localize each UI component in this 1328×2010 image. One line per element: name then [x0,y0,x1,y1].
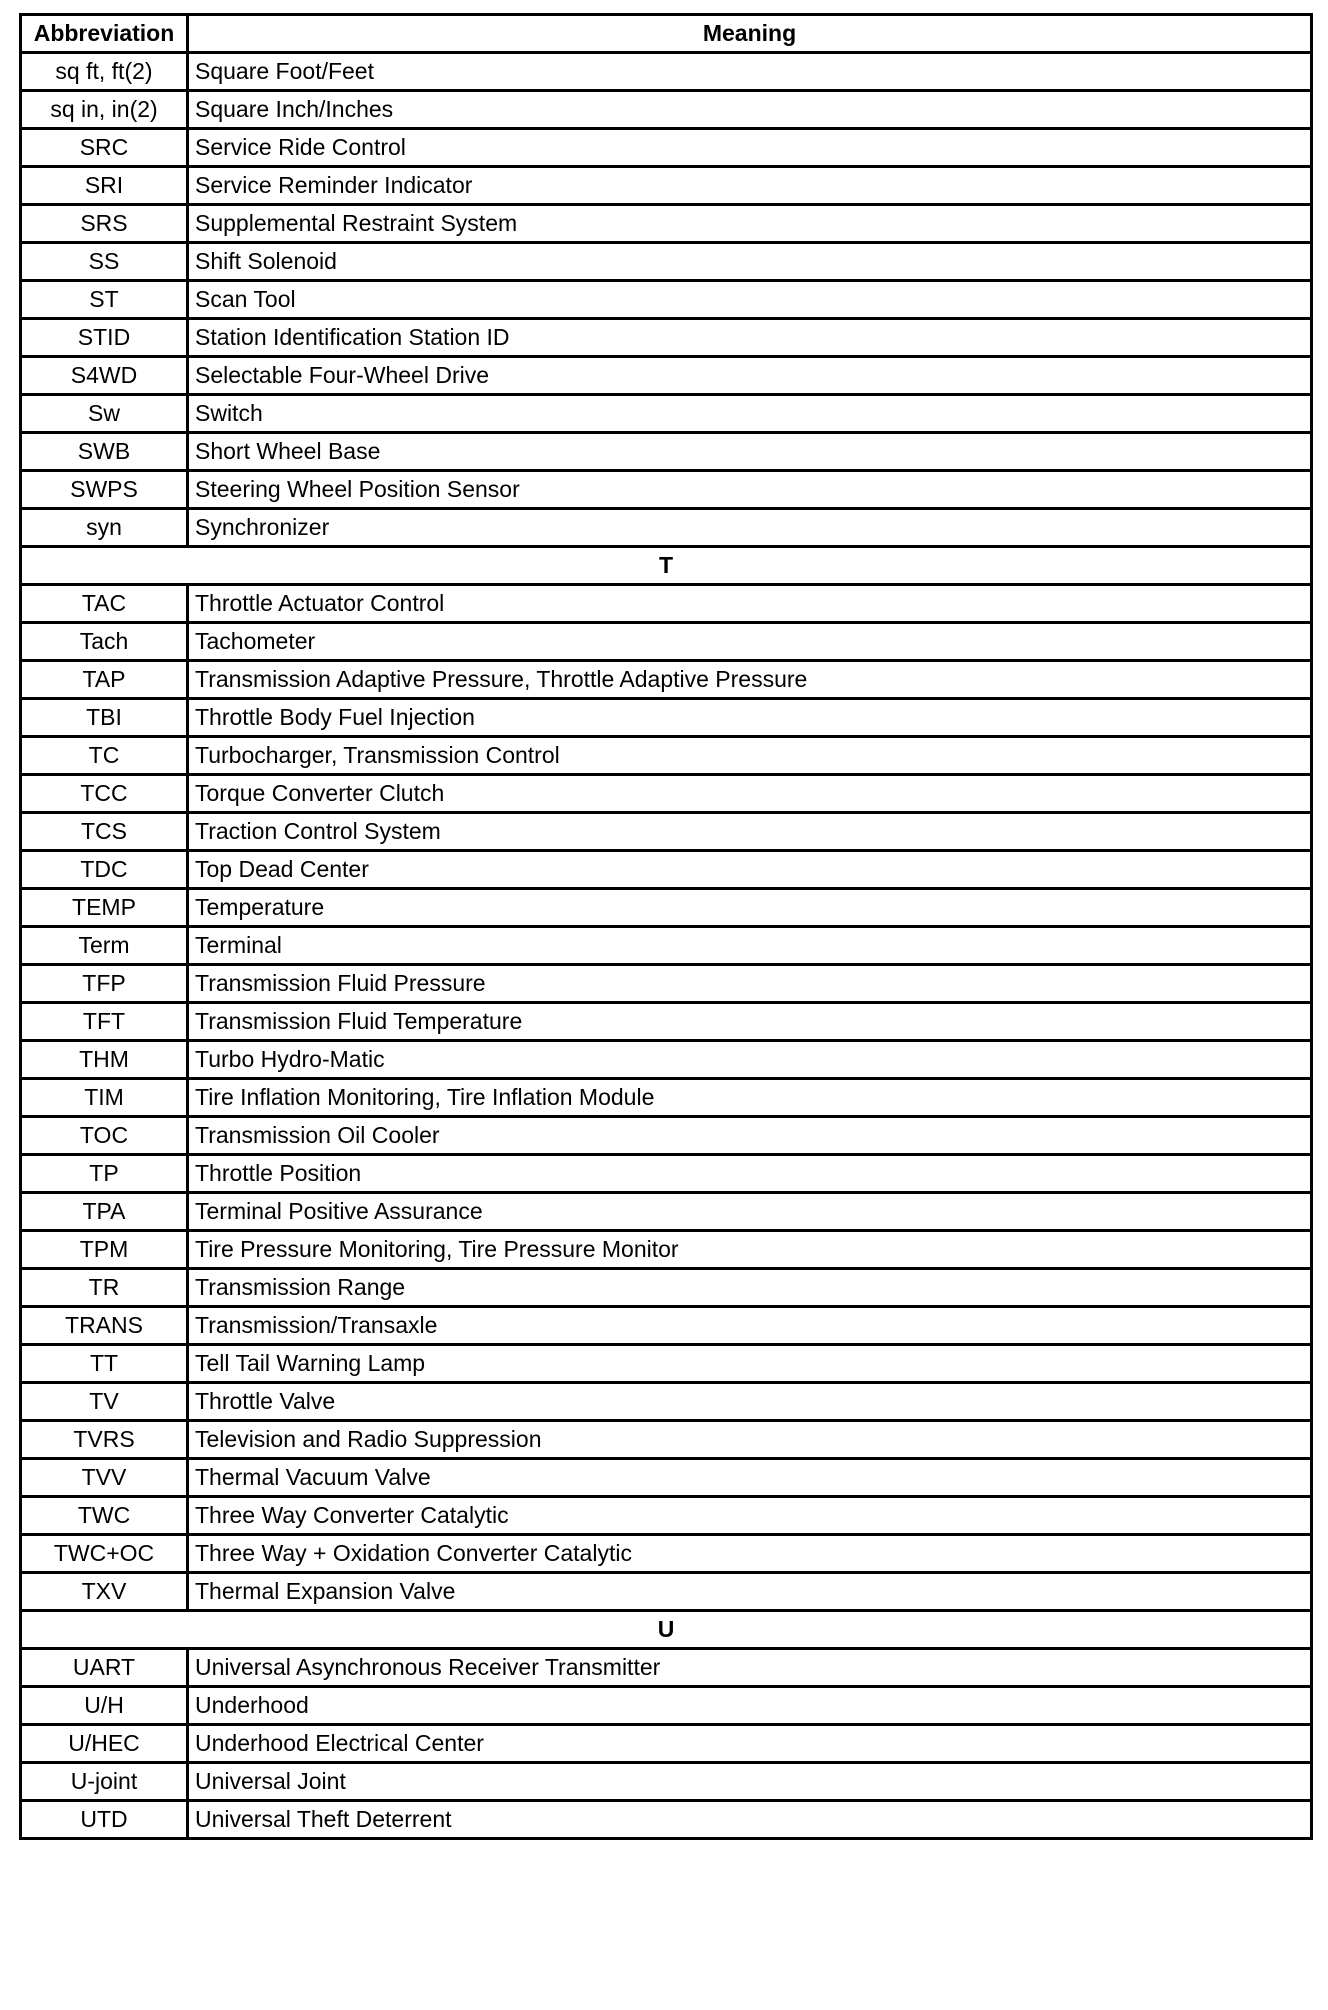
abbreviation-cell: Sw [21,395,188,433]
meaning-cell: Service Reminder Indicator [188,167,1312,205]
table-row [21,927,1312,965]
table-row [21,1573,1312,1611]
meaning-cell: Universal Asynchronous Receiver Transmitter [188,1649,1312,1687]
table-row [21,1725,1312,1763]
meaning-cell: Torque Converter Clutch [188,775,1312,813]
abbreviation-cell: TWC [21,1497,188,1535]
abbreviation-cell: TVRS [21,1421,188,1459]
abbreviation-cell: TC [21,737,188,775]
abbreviation-cell: TAC [21,585,188,623]
abbreviation-cell: sq ft, ft(2) [21,53,188,91]
table-row [21,53,1312,91]
abbreviation-cell: Tach [21,623,188,661]
meaning-cell: Underhood Electrical Center [188,1725,1312,1763]
meaning-cell: Short Wheel Base [188,433,1312,471]
meaning-cell: Throttle Actuator Control [188,585,1312,623]
section-letter: U [21,1611,1312,1649]
abbreviation-cell: TFP [21,965,188,1003]
table-body [21,53,1312,1839]
table-row [21,889,1312,927]
abbreviation-cell: TEMP [21,889,188,927]
abbreviation-cell: TR [21,1269,188,1307]
table-row [21,1155,1312,1193]
table-row [21,1763,1312,1801]
abbreviation-cell: STID [21,319,188,357]
abbreviation-cell: Term [21,927,188,965]
table-row [21,357,1312,395]
meaning-cell: Tire Inflation Monitoring, Tire Inflation Module [188,1079,1312,1117]
table-row [21,1269,1312,1307]
abbreviation-cell: TAP [21,661,188,699]
meaning-cell: Throttle Body Fuel Injection [188,699,1312,737]
abbreviation-cell: U/H [21,1687,188,1725]
table-row [21,1003,1312,1041]
table-row [21,1421,1312,1459]
table-header [21,15,1312,53]
table-row [21,1041,1312,1079]
abbreviation-cell: TRANS [21,1307,188,1345]
table-row [21,1649,1312,1687]
table-row [21,395,1312,433]
meaning-cell: Transmission Oil Cooler [188,1117,1312,1155]
meaning-cell: Thermal Vacuum Valve [188,1459,1312,1497]
abbreviation-cell: TPA [21,1193,188,1231]
abbreviation-cell: TCS [21,813,188,851]
meaning-cell: Transmission Fluid Pressure [188,965,1312,1003]
abbreviation-cell: U/HEC [21,1725,188,1763]
table-row [21,1497,1312,1535]
abbreviation-cell: SRC [21,129,188,167]
table-row [21,167,1312,205]
abbreviation-cell: U-joint [21,1763,188,1801]
table-row [21,1345,1312,1383]
table-row [21,1079,1312,1117]
abbreviation-cell: TCC [21,775,188,813]
table-row [21,585,1312,623]
section-letter: T [21,547,1312,585]
meaning-cell: Station Identification Station ID [188,319,1312,357]
abbreviation-cell: TWC+OC [21,1535,188,1573]
meaning-cell: Transmission/Transaxle [188,1307,1312,1345]
meaning-cell: Steering Wheel Position Sensor [188,471,1312,509]
table-row [21,1117,1312,1155]
meaning-cell: Throttle Position [188,1155,1312,1193]
meaning-cell: Thermal Expansion Valve [188,1573,1312,1611]
section-row [21,1611,1312,1649]
header-row [21,15,1312,53]
meaning-cell: Selectable Four-Wheel Drive [188,357,1312,395]
abbreviation-cell: syn [21,509,188,547]
meaning-cell: Tire Pressure Monitoring, Tire Pressure Monitor [188,1231,1312,1269]
meaning-cell: Synchronizer [188,509,1312,547]
abbreviation-cell: TXV [21,1573,188,1611]
abbreviation-cell: UART [21,1649,188,1687]
meaning-cell: Shift Solenoid [188,243,1312,281]
meaning-cell: Transmission Adaptive Pressure, Throttle Adaptive Pressure [188,661,1312,699]
abbreviation-cell: TT [21,1345,188,1383]
abbreviation-cell: TP [21,1155,188,1193]
table-row [21,661,1312,699]
table-row [21,433,1312,471]
meaning-cell: Tachometer [188,623,1312,661]
table-row [21,319,1312,357]
table-row [21,775,1312,813]
meaning-cell: Traction Control System [188,813,1312,851]
meaning-cell: Top Dead Center [188,851,1312,889]
table-row [21,129,1312,167]
table-row [21,623,1312,661]
table-row [21,1193,1312,1231]
meaning-cell: Switch [188,395,1312,433]
abbreviation-cell: TVV [21,1459,188,1497]
abbreviation-table [19,13,1313,1840]
table-row [21,737,1312,775]
abbreviation-cell: THM [21,1041,188,1079]
abbreviation-cell: TOC [21,1117,188,1155]
meaning-cell: Square Inch/Inches [188,91,1312,129]
table-row [21,1231,1312,1269]
table-row [21,1535,1312,1573]
meaning-cell: Three Way + Oxidation Converter Catalytic [188,1535,1312,1573]
section-row [21,547,1312,585]
abbreviation-cell: TFT [21,1003,188,1041]
abbreviation-cell: TDC [21,851,188,889]
meaning-cell: Universal Joint [188,1763,1312,1801]
table-row [21,1459,1312,1497]
abbreviation-cell: TV [21,1383,188,1421]
meaning-cell: Supplemental Restraint System [188,205,1312,243]
abbreviation-cell: UTD [21,1801,188,1839]
abbreviation-cell: sq in, in(2) [21,91,188,129]
table-row [21,965,1312,1003]
meaning-column-header: Meaning [188,15,1312,53]
abbreviation-cell: SRS [21,205,188,243]
abbreviation-cell: TPM [21,1231,188,1269]
meaning-cell: Underhood [188,1687,1312,1725]
meaning-cell: Transmission Range [188,1269,1312,1307]
meaning-cell: Television and Radio Suppression [188,1421,1312,1459]
meaning-cell: Temperature [188,889,1312,927]
table-row [21,509,1312,547]
meaning-cell: Tell Tail Warning Lamp [188,1345,1312,1383]
abbreviation-cell: SWPS [21,471,188,509]
meaning-cell: Terminal Positive Assurance [188,1193,1312,1231]
abbreviation-cell: TIM [21,1079,188,1117]
meaning-cell: Transmission Fluid Temperature [188,1003,1312,1041]
abbreviation-cell: ST [21,281,188,319]
abbreviation-cell: S4WD [21,357,188,395]
meaning-cell: Universal Theft Deterrent [188,1801,1312,1839]
table-row [21,813,1312,851]
abbreviation-cell: SWB [21,433,188,471]
table-row [21,281,1312,319]
table-row [21,1801,1312,1839]
meaning-cell: Turbocharger, Transmission Control [188,737,1312,775]
meaning-cell: Square Foot/Feet [188,53,1312,91]
abbreviation-cell: SS [21,243,188,281]
table-row [21,1307,1312,1345]
table-row [21,243,1312,281]
abbreviation-cell: SRI [21,167,188,205]
meaning-cell: Service Ride Control [188,129,1312,167]
table-row [21,205,1312,243]
table-row [21,471,1312,509]
meaning-cell: Scan Tool [188,281,1312,319]
meaning-cell: Throttle Valve [188,1383,1312,1421]
table-row [21,1687,1312,1725]
table-row [21,699,1312,737]
table-row [21,91,1312,129]
meaning-cell: Turbo Hydro-Matic [188,1041,1312,1079]
table-row [21,851,1312,889]
abbreviation-column-header: Abbreviation [21,15,188,53]
meaning-cell: Terminal [188,927,1312,965]
meaning-cell: Three Way Converter Catalytic [188,1497,1312,1535]
abbreviation-cell: TBI [21,699,188,737]
table-row [21,1383,1312,1421]
